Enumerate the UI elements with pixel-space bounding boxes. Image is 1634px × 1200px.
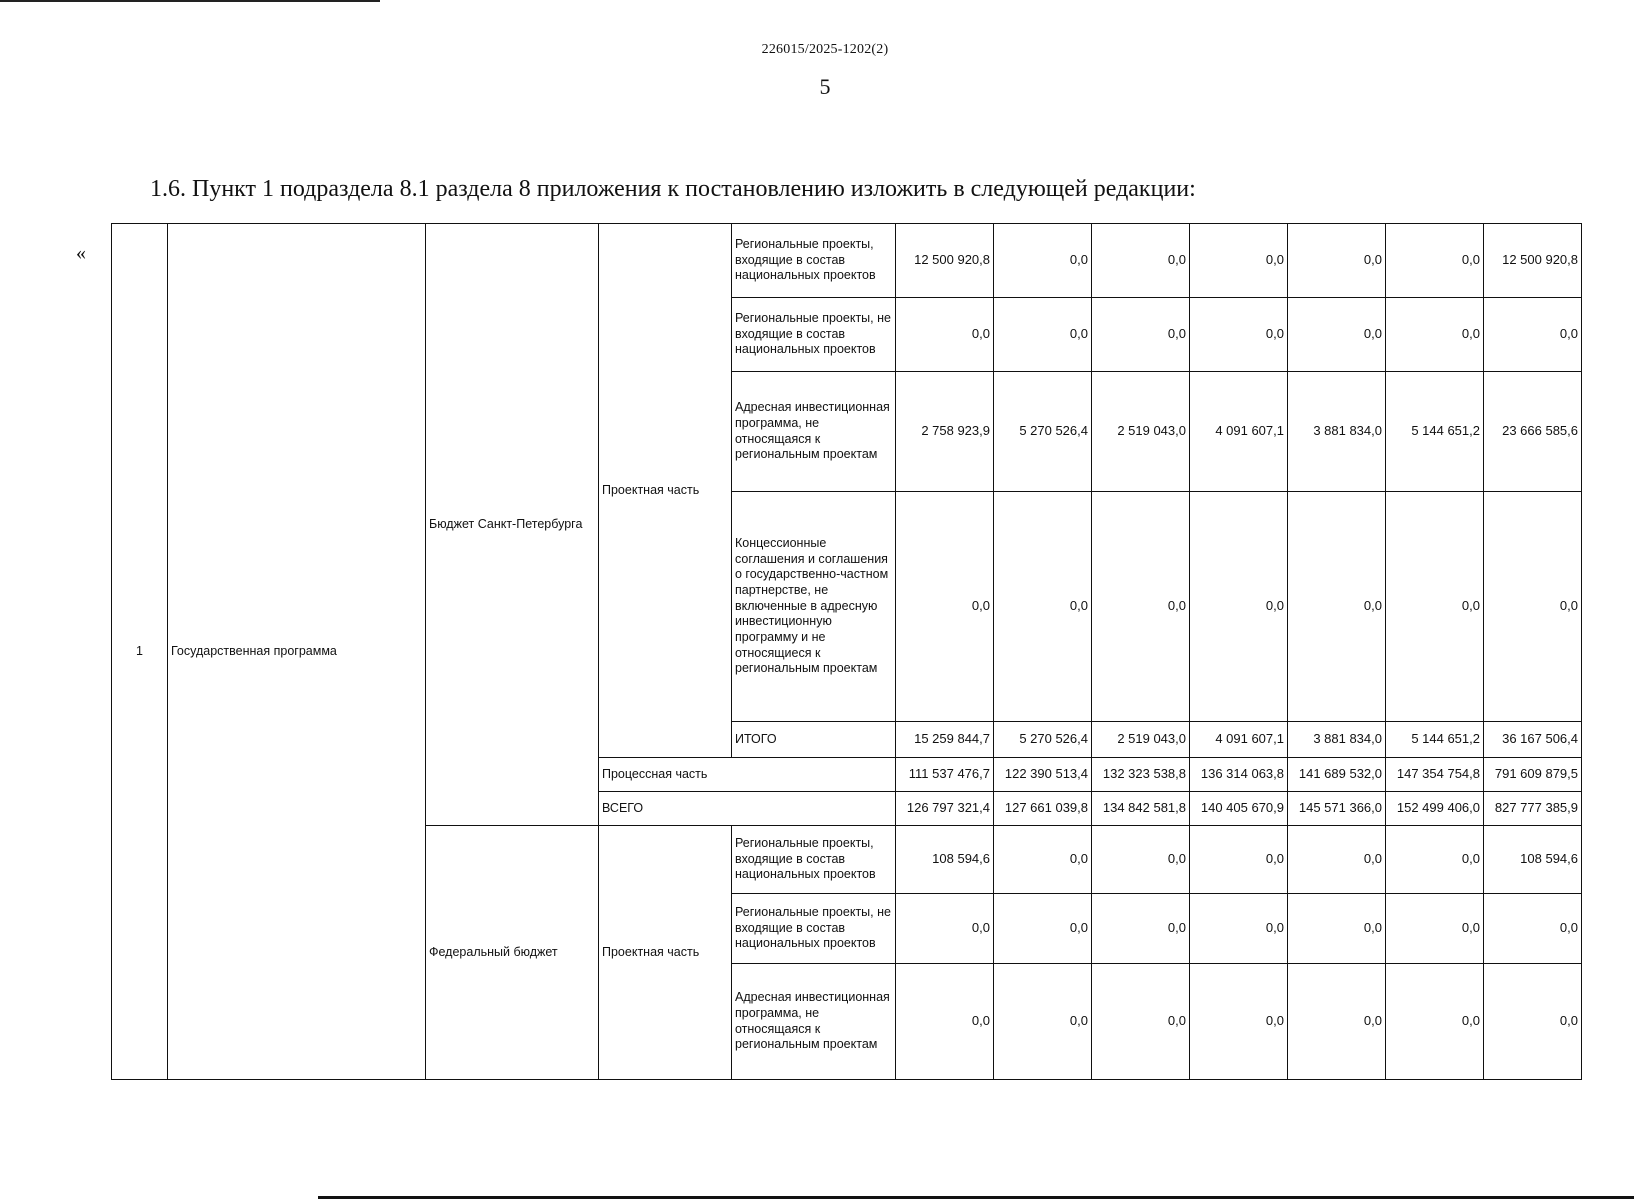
value-cell: 36 167 506,4 (1484, 722, 1582, 758)
value-cell: 0,0 (1092, 224, 1190, 298)
value-cell: 0,0 (1190, 298, 1288, 372)
value-cell: 111 537 476,7 (896, 758, 994, 792)
value-cell: 5 270 526,4 (994, 372, 1092, 492)
value-cell: 0,0 (1288, 224, 1386, 298)
value-cell: 0,0 (994, 298, 1092, 372)
value-cell: 141 689 532,0 (1288, 758, 1386, 792)
value-cell: 0,0 (994, 826, 1092, 894)
value-cell: 0,0 (1288, 964, 1386, 1080)
program-name-cell: Государственная программа (168, 224, 426, 1080)
row-label: Региональные проекты, не входящие в состав национальных проектов (732, 894, 896, 964)
value-cell: 0,0 (1484, 492, 1582, 722)
opening-quote: « (76, 242, 86, 264)
value-cell: 2 758 923,9 (896, 372, 994, 492)
value-cell: 108 594,6 (896, 826, 994, 894)
part-name-cell: Проектная часть (599, 224, 732, 758)
value-cell: 145 571 366,0 (1288, 792, 1386, 826)
scan-artifact-line (318, 1196, 1634, 1199)
value-cell: 791 609 879,5 (1484, 758, 1582, 792)
value-cell: 0,0 (1092, 894, 1190, 964)
part-name-cell: Проектная часть (599, 826, 732, 1080)
page-number: 5 (819, 74, 831, 99)
row-label: Процессная часть (599, 758, 896, 792)
funding-table (111, 223, 1582, 1080)
row-label: Адресная инвестиционная программа, не относящаяся к региональным проектам (732, 964, 896, 1080)
value-cell: 126 797 321,4 (896, 792, 994, 826)
value-cell: 0,0 (1092, 964, 1190, 1080)
value-cell: 0,0 (1386, 492, 1484, 722)
value-cell: 0,0 (994, 894, 1092, 964)
value-cell: 23 666 585,6 (1484, 372, 1582, 492)
scan-artifact-line (0, 0, 380, 2)
value-cell: 3 881 834,0 (1288, 372, 1386, 492)
value-cell: 132 323 538,8 (1092, 758, 1190, 792)
value-cell: 12 500 920,8 (1484, 224, 1582, 298)
value-cell: 827 777 385,9 (1484, 792, 1582, 826)
value-cell: 0,0 (994, 224, 1092, 298)
value-cell: 122 390 513,4 (994, 758, 1092, 792)
source-name-cell: Федеральный бюджет (426, 826, 599, 1080)
value-cell: 0,0 (896, 492, 994, 722)
value-cell: 0,0 (896, 894, 994, 964)
value-cell: 0,0 (1288, 826, 1386, 894)
value-cell: 0,0 (1190, 492, 1288, 722)
value-cell: 127 661 039,8 (994, 792, 1092, 826)
table-row (112, 224, 1582, 298)
value-cell: 0,0 (1484, 298, 1582, 372)
registration-number: 226015/2025-1202(2) (761, 42, 889, 57)
value-cell: 2 519 043,0 (1092, 372, 1190, 492)
value-cell: 0,0 (1288, 298, 1386, 372)
value-cell: 4 091 607,1 (1190, 372, 1288, 492)
value-cell: 0,0 (896, 964, 994, 1080)
value-cell: 0,0 (1190, 826, 1288, 894)
value-cell: 0,0 (1288, 492, 1386, 722)
value-cell: 108 594,6 (1484, 826, 1582, 894)
value-cell: 15 259 844,7 (896, 722, 994, 758)
value-cell: 140 405 670,9 (1190, 792, 1288, 826)
value-cell: 5 144 651,2 (1386, 722, 1484, 758)
value-cell: 2 519 043,0 (1092, 722, 1190, 758)
value-cell: 147 354 754,8 (1386, 758, 1484, 792)
value-cell: 0,0 (896, 298, 994, 372)
value-cell: 0,0 (1190, 964, 1288, 1080)
row-number-cell: 1 (112, 224, 168, 1080)
value-cell: 4 091 607,1 (1190, 722, 1288, 758)
value-cell: 0,0 (1484, 894, 1582, 964)
value-cell: 0,0 (1386, 894, 1484, 964)
value-cell: 0,0 (994, 964, 1092, 1080)
value-cell: 0,0 (1386, 298, 1484, 372)
value-cell: 0,0 (1190, 224, 1288, 298)
value-cell: 0,0 (1386, 224, 1484, 298)
value-cell: 0,0 (994, 492, 1092, 722)
value-cell: 134 842 581,8 (1092, 792, 1190, 826)
value-cell: 136 314 063,8 (1190, 758, 1288, 792)
value-cell: 0,0 (1190, 894, 1288, 964)
row-label: ВСЕГО (599, 792, 896, 826)
row-label: Адресная инвестиционная программа, не относящаяся к региональным проектам (732, 372, 896, 492)
value-cell: 0,0 (1288, 894, 1386, 964)
row-label: Региональные проекты, входящие в состав национальных проектов (732, 826, 896, 894)
row-label: ИТОГО (732, 722, 896, 758)
value-cell: 0,0 (1092, 492, 1190, 722)
value-cell: 5 144 651,2 (1386, 372, 1484, 492)
value-cell: 0,0 (1386, 964, 1484, 1080)
row-label: Концессионные соглашения и соглашения о государственно-частном партнерстве, не включенные в адресную инвестиционную программу и не относящиеся к региональным проектам (732, 492, 896, 722)
value-cell: 152 499 406,0 (1386, 792, 1484, 826)
row-label: Региональные проекты, не входящие в состав национальных проектов (732, 298, 896, 372)
value-cell: 12 500 920,8 (896, 224, 994, 298)
intro-paragraph: 1.6. Пункт 1 подраздела 8.1 раздела 8 приложения к постановлению изложить в следующей редакции: (150, 176, 1196, 202)
value-cell: 0,0 (1092, 826, 1190, 894)
value-cell: 0,0 (1092, 298, 1190, 372)
row-label: Региональные проекты, входящие в состав национальных проектов (732, 224, 896, 298)
value-cell: 3 881 834,0 (1288, 722, 1386, 758)
value-cell: 0,0 (1386, 826, 1484, 894)
value-cell: 0,0 (1484, 964, 1582, 1080)
value-cell: 5 270 526,4 (994, 722, 1092, 758)
source-name-cell: Бюджет Санкт-Петербурга (426, 224, 599, 826)
